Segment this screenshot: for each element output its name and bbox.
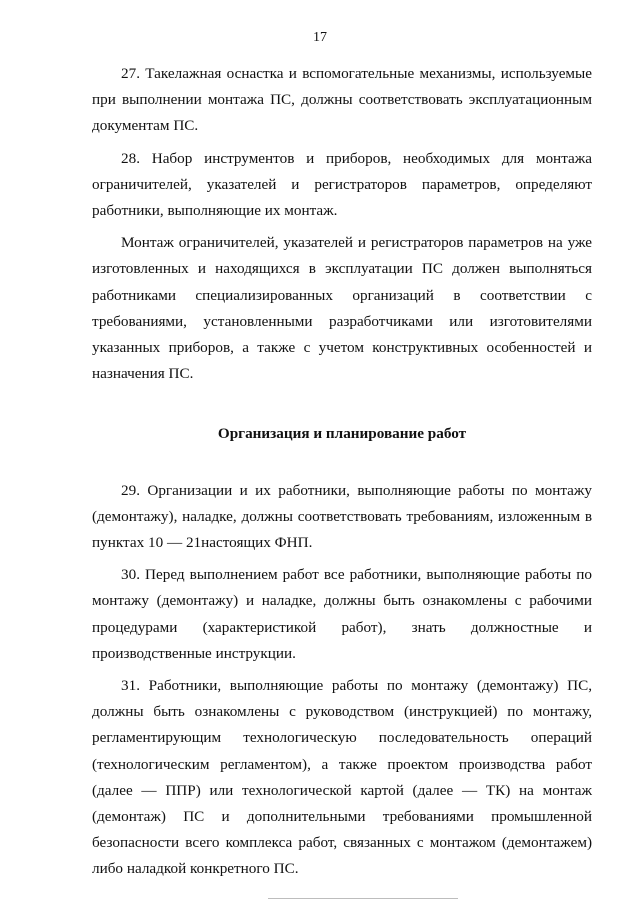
paragraph-29: 29. Организации и их работники, выполняющие работы по монтажу (демонтажу), наладке, должны соответствовать требованиям, изложенным в пунктах 10 — 21настоящих ФНП.: [92, 481, 592, 552]
section-heading: Организация и планирование работ: [217, 425, 467, 443]
paragraph-31: 31. Работники, выполняющие работы по монтажу (демонтажу) ПС, должны быть ознакомлены с руководством (инструкцией) по монтажу, регламентирующим технологическую последовательность операций (технологическим регламентом), а также проектом производства работ (далее — ППР) или технологической картой (далее — ТК) на монтаж (демонтаж) ПС и дополнительными требованиями промышленной безопасности всего комплекса работ, связанных с монтажом (демонтажем) либо наладкой конкретного ПС.: [92, 677, 592, 878]
scan-edge-line: [268, 898, 458, 899]
paragraph-27: 27. Такелажная оснастка и вспомогательные механизмы, используемые при выполнении монтажа ПС, должны соответствовать эксплуатационным документам ПС.: [92, 65, 592, 135]
paragraph-30: 30. Перед выполнением работ все работники, выполняющие работы по монтажу (демонтажу) и наладке, должны быть ознакомлены с рабочими процедурами (характеристикой работ), знать должностные и производственные инструкции.: [92, 566, 592, 662]
paragraph-28-continued: Монтаж ограничителей, указателей и регистраторов параметров на уже изготовленных и находящихся в эксплуатации ПС должен выполняться работниками специализированных организаций в соответствии с требованиями, установленными разработчиками или изготовителями указанных приборов, а также с учетом конструктивных особенностей и назначения ПС.: [92, 234, 592, 383]
page-number: 17: [313, 30, 327, 45]
document-body: [92, 61, 592, 889]
paragraph-28: 28. Набор инструментов и приборов, необходимых для монтажа ограничителей, указателей и регистраторов параметров, определяют работники, выполняющие их монтаж.: [92, 149, 592, 220]
